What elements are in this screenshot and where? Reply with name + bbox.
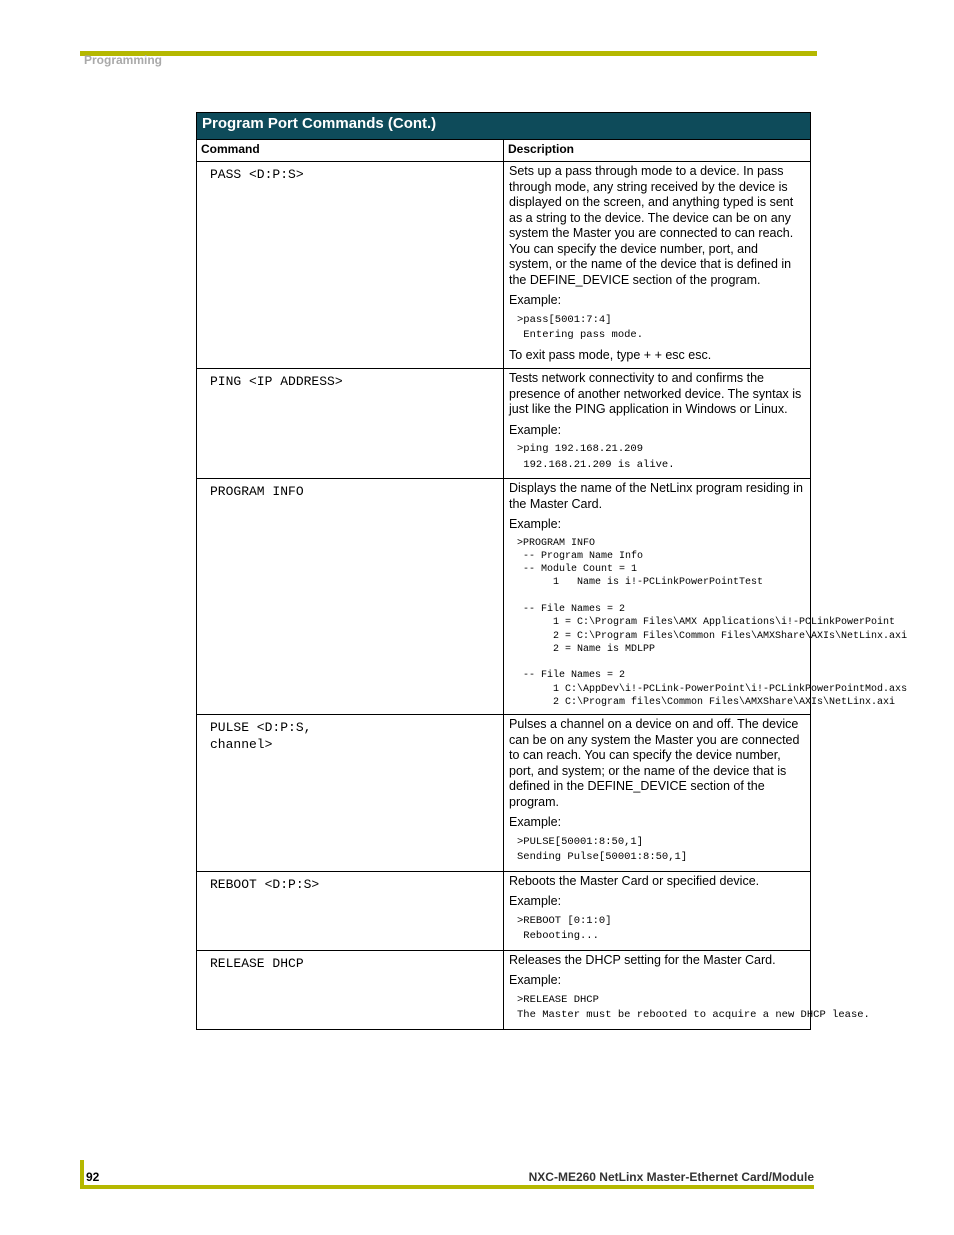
example-code: >PULSE[50001:8:50,1] Sending Pulse[50001:8:50,1] bbox=[517, 835, 688, 864]
description-text: Pulses a channel on a device on and off. The device can be on any system the Master you are connected to can reach. You can specify the device number, port, and system; or the name of the device that is defined in the DEFINE_DEVICE section of the program. bbox=[509, 717, 800, 809]
table-row bbox=[197, 871, 811, 950]
table-row bbox=[197, 369, 811, 479]
table-title: Program Port Commands (Cont.) bbox=[197, 113, 811, 140]
example-label: Example: bbox=[509, 422, 562, 437]
column-header-description: Description bbox=[504, 140, 811, 162]
footer-side-bar bbox=[80, 1160, 84, 1188]
example-code: >RELEASE DHCP The Master must be rebooted to acquire a new DHCP lease. bbox=[517, 993, 870, 1022]
header-rule bbox=[80, 51, 817, 56]
description-text: Releases the DHCP setting for the Master Card. bbox=[509, 952, 776, 967]
description-text: Reboots the Master Card or specified device. bbox=[509, 873, 760, 888]
example-label: Example: bbox=[509, 293, 562, 307]
example-label: Example: bbox=[509, 973, 562, 988]
description-cell bbox=[504, 162, 811, 369]
description-cell bbox=[504, 715, 811, 872]
section-label: Programming bbox=[84, 53, 163, 67]
footer-rule bbox=[80, 1185, 814, 1189]
exit-note: To exit pass mode, type + + esc esc. bbox=[509, 347, 712, 362]
command-cell: PASS <D:P:S> bbox=[197, 162, 504, 369]
example-code: >ping 192.168.21.209 192.168.21.209 is alive. bbox=[517, 443, 675, 471]
example-label: Example: bbox=[509, 894, 562, 909]
example-label: Example: bbox=[509, 517, 562, 531]
description-text: Sets up a pass through mode to a device. In pass through mode, any string received by the device is displayed on the screen, and anything typed is sent as a string to the device. The device can be on any system the Master you are connected to can reach. You can specify the device number, port, and system, or the name of the device that is defined in the DEFINE_DEVICE section of the program. bbox=[509, 164, 794, 287]
description-cell bbox=[504, 369, 811, 479]
column-header-command: Command bbox=[197, 140, 504, 162]
example-label: Example: bbox=[509, 815, 562, 830]
table-row bbox=[197, 715, 811, 872]
table-row bbox=[197, 950, 811, 1029]
description-cell bbox=[504, 479, 908, 715]
description-cell bbox=[504, 871, 811, 950]
command-cell: PING <IP ADDRESS> bbox=[197, 369, 504, 479]
program-port-commands-table bbox=[196, 112, 908, 1030]
description-text: Displays the name of the NetLinx program residing in the Master Card. bbox=[509, 481, 803, 511]
example-code: >PROGRAM INFO -- Program Name Info -- Module Count = 1 1 Name is i!-PCLinkPowerPointTest -- File Names = 2 1 = C:\Program Files\AMX Applications\i!-PCLinkPowerPoint 2 = C:\Program Files\Common Files\AMXShare\AXIs\NetLinx.axi 2 = Name is MDLPP -- File Names = 2 1 C:\AppDev\i!-PCLink-PowerPoint\i!-PCLinkPowerPointMod.axs 2 C:\Program files\Common Files\AMXShare\AXIs\NetLinx.axi bbox=[517, 537, 908, 709]
command-cell: RELEASE DHCP bbox=[197, 950, 504, 1029]
table-row bbox=[197, 162, 811, 369]
page-number: 92 bbox=[86, 1170, 100, 1184]
document-title: NXC-ME260 NetLinx Master-Ethernet Card/Module bbox=[528, 1170, 814, 1184]
command-cell: PROGRAM INFO bbox=[197, 479, 504, 715]
example-code: >pass[5001:7:4] Entering pass mode. bbox=[517, 313, 644, 341]
description-cell bbox=[504, 950, 870, 1029]
table-row bbox=[197, 479, 811, 715]
example-code: >REBOOT [0:1:0] Rebooting... bbox=[517, 914, 612, 943]
command-cell: REBOOT <D:P:S> bbox=[197, 871, 504, 950]
description-text: Tests network connectivity to and confirms the presence of another networked device. The syntax is just like the PING application in Windows or Linux. bbox=[509, 371, 802, 416]
command-cell: PULSE <D:P:S, channel> bbox=[197, 715, 504, 872]
